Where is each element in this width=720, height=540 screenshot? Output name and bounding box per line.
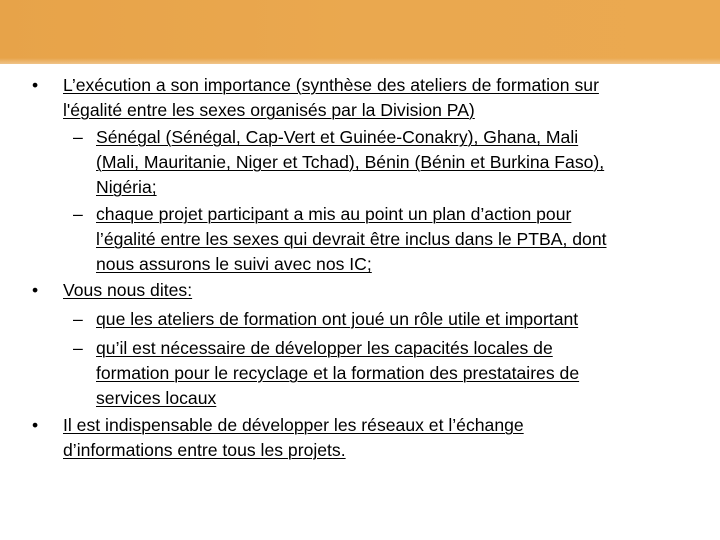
bullet-3-line-2: d’informations entre tous les projets. — [63, 440, 346, 460]
sub-1-2-line-3: nous assurons le suivi avec nos IC; — [96, 254, 372, 274]
bullet-2-line-1: Vous nous dites: — [63, 280, 193, 300]
bullet-1-line-1: L’exécution a son importance (synthèse des ateliers de formation sur — [63, 75, 599, 95]
sub-1-1-line-3: Nigéria; — [96, 177, 157, 197]
sub-2-1-line-1: que les ateliers de formation ont joué un rôle utile et important — [96, 309, 579, 329]
dash-marker: – — [73, 204, 83, 224]
sub-2-2-line-2: formation pour le recyclage et la formation des prestataires de — [96, 363, 580, 383]
bullet-marker: • — [32, 415, 39, 435]
dash-marker: – — [73, 338, 83, 358]
bullet-3-line-1: Il est indispensable de développer les réseaux et l’échange — [63, 415, 524, 435]
header-band — [0, 0, 720, 64]
dash-marker: – — [73, 309, 83, 329]
sub-2-2-line-1: qu’il est nécessaire de développer les capacités locales de — [96, 338, 553, 358]
sub-1-2-line-2: l’égalité entre les sexes qui devrait être inclus dans le PTBA, dont — [96, 229, 607, 249]
sub-1-1-line-1: Sénégal (Sénégal, Cap-Vert et Guinée-Conakry), Ghana, Mali — [96, 127, 579, 147]
sub-2-2-line-3: services locaux — [96, 388, 217, 408]
dash-marker: – — [73, 127, 83, 147]
slide-content — [0, 70, 720, 540]
bullet-1-line-2: l'égalité entre les sexes organisés par la Division PA) — [63, 100, 475, 120]
bullet-marker: • — [32, 280, 39, 300]
sub-1-1-line-2: (Mali, Mauritanie, Niger et Tchad), Bénin (Bénin et Burkina Faso), — [96, 152, 605, 172]
bullet-marker: • — [32, 75, 39, 95]
sub-1-2-line-1: chaque projet participant a mis au point un plan d’action pour — [96, 204, 572, 224]
